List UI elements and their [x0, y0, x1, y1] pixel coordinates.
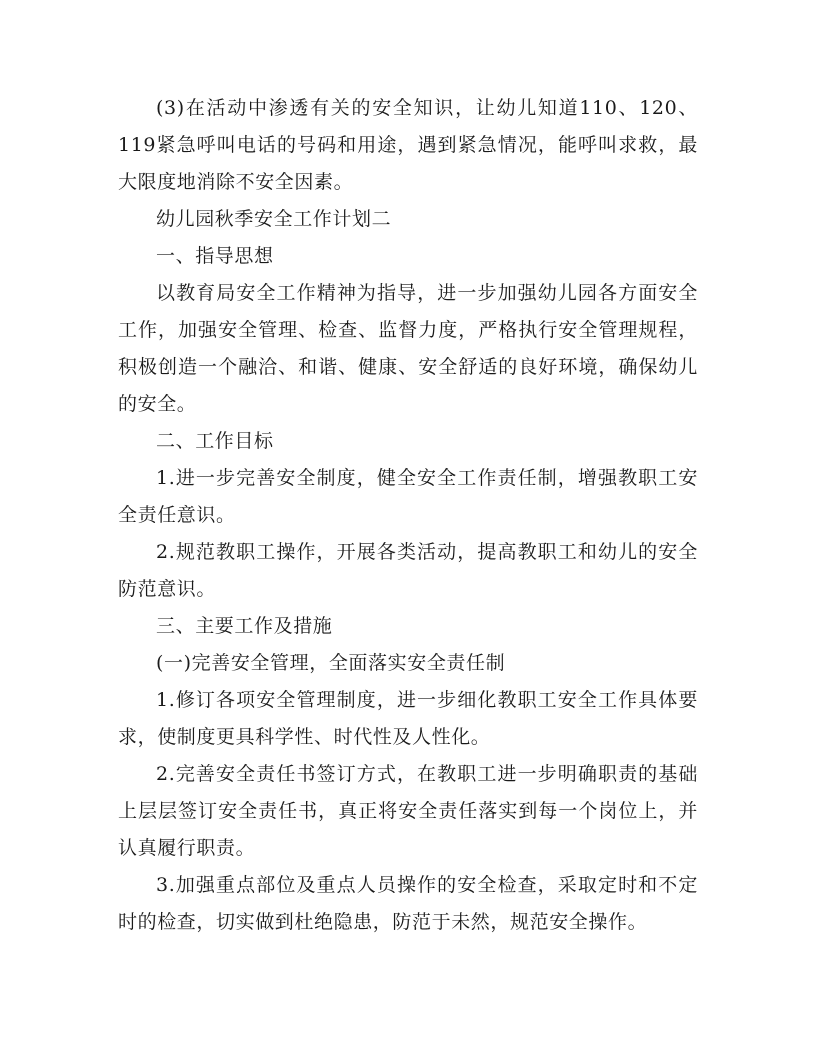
paragraph-goal-1: 1.进一步完善安全制度，健全安全工作责任制，增强教职工安全责任意识。: [118, 467, 698, 526]
paragraph-goal-2: 2.规范教职工操作，开展各类活动，提高教职工和幼儿的安全防范意识。: [118, 541, 698, 600]
paragraph-measure-1: 1.修订各项安全管理制度，进一步细化教职工安全工作具体要求，使制度更具科学性、时代性及人性化。: [118, 689, 698, 748]
section-title-plan-two: 幼儿园秋季安全工作计划二: [156, 208, 392, 230]
paragraph-guiding-ideology: 以教育局安全工作精神为指导，进一步加强幼儿园各方面安全工作，加强安全管理、检查、监督力度，严格执行安全管理规程，积极创造一个融洽、和谐、健康、安全舒适的良好环境，确保幼儿的安全。: [118, 282, 698, 415]
heading-main-measures: 三、主要工作及措施: [156, 615, 333, 637]
subheading-safety-management: (一)完善安全管理，全面落实安全责任制: [156, 652, 506, 674]
paragraph-measure-3: 3.加强重点部位及重点人员操作的安全检查，采取定时和不定时的检查，切实做到杜绝隐患，防范于未然，规范安全操作。: [118, 874, 698, 933]
paragraph-emergency-numbers: (3)在活动中渗透有关的安全知识，让幼儿知道110、120、119紧急呼叫电话的号码和用途，遇到紧急情况，能呼叫求救，最大限度地消除不安全因素。: [118, 97, 698, 193]
document-body: [118, 90, 698, 941]
heading-work-goals: 二、工作目标: [156, 430, 274, 452]
paragraph-measure-2: 2.完善安全责任书签订方式，在教职工进一步明确职责的基础上层层签订安全责任书，真正将安全责任落实到每一个岗位上，并认真履行职责。: [118, 763, 698, 859]
heading-guiding-ideology: 一、指导思想: [156, 245, 274, 267]
